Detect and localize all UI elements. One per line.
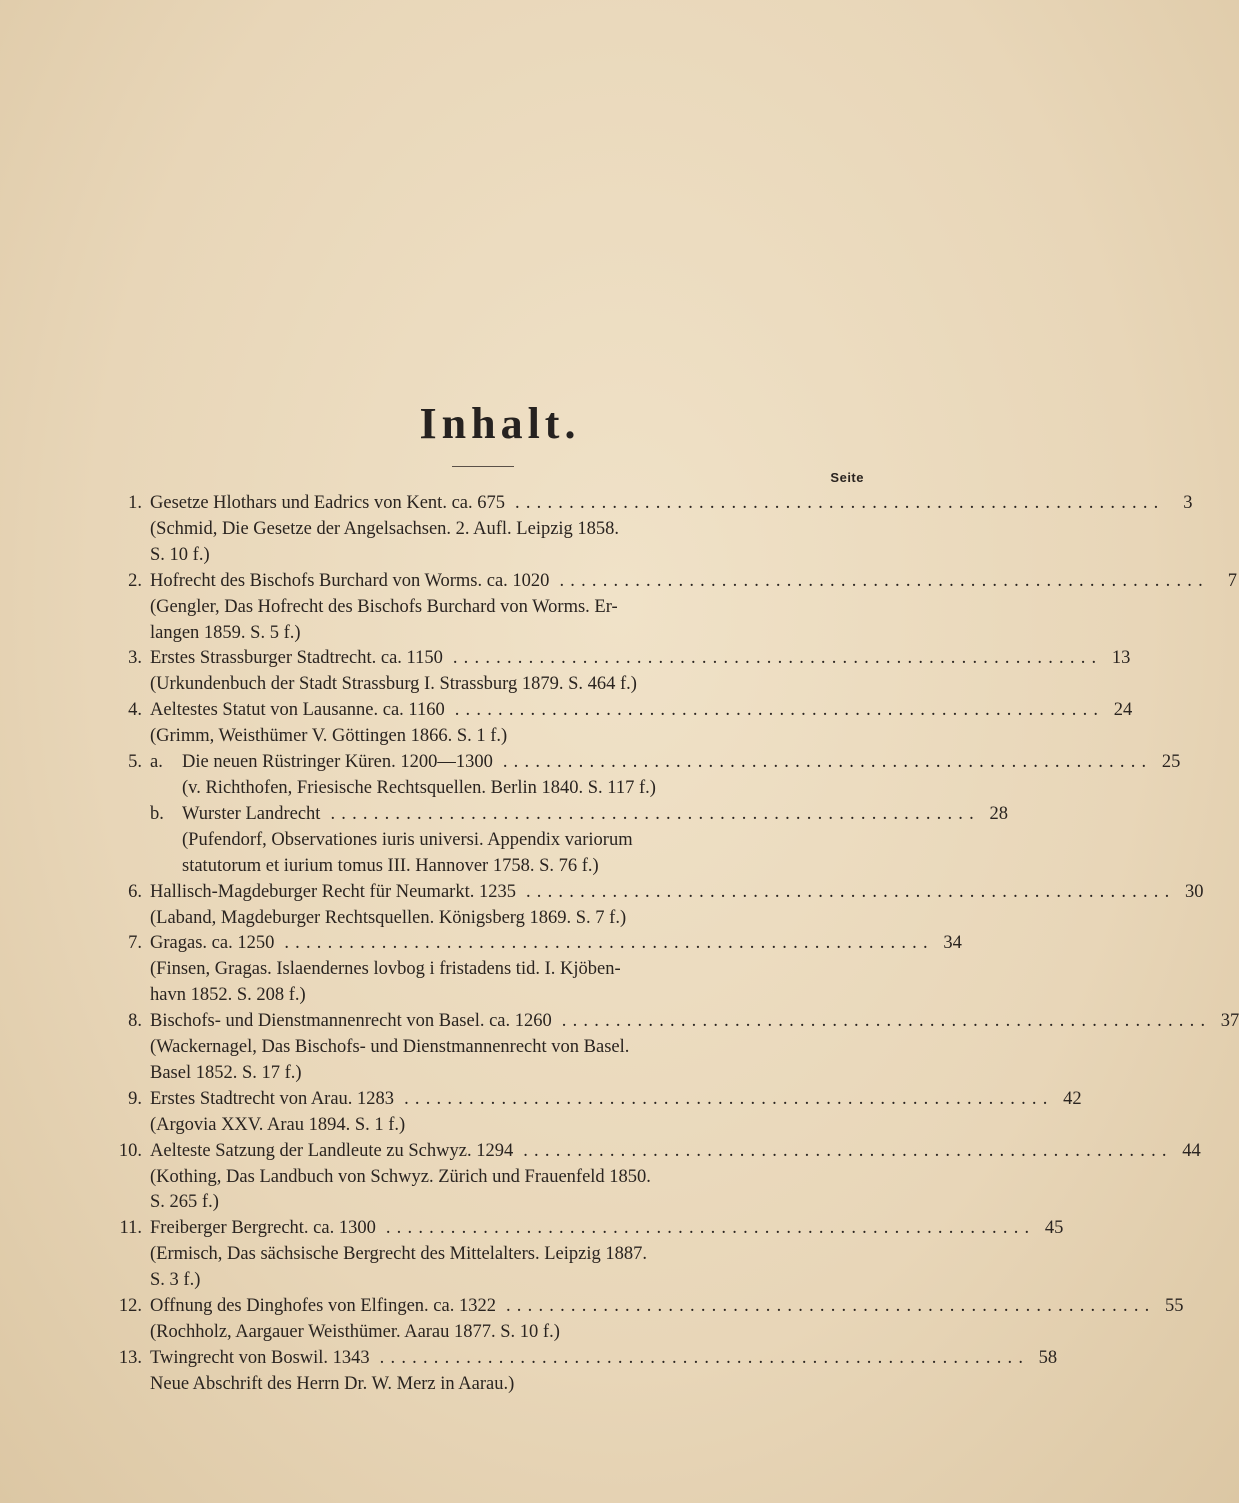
entry-page-number: 25: [1161, 752, 1181, 773]
entry-title: Freiberger Bergrecht. ca. 1300: [150, 1218, 376, 1239]
entry-source-reference: (Pufendorf, Observationes iuris universi. Appendix variorum: [182, 829, 633, 850]
entry-source-reference: Neue Abschrift des Herrn Dr. W. Merz in Aarau.): [150, 1373, 515, 1394]
entry-title: Hallisch-Magdeburger Recht für Neumarkt. 1235: [150, 881, 516, 902]
dot-leader: ............................................................: [502, 752, 1153, 773]
entry-source-reference: havn 1852. S. 208 f.): [150, 985, 306, 1006]
title-rule: [452, 466, 514, 467]
entry-source-reference: statutorum et iurium tomus III. Hannover 1758. S. 76 f.): [182, 855, 599, 876]
entry-sub-letter: b.: [150, 803, 164, 824]
bleed-through-text: [740, 110, 980, 370]
toc-entry-heading: [100, 698, 1133, 724]
dot-leader: ............................................................: [385, 1218, 1036, 1239]
toc-entry-heading: [100, 1087, 1082, 1113]
toc-entry-heading: [100, 802, 1008, 828]
entry-source-reference: (Schmid, Die Gesetze der Angelsachsen. 2. Aufl. Leipzig 1858.: [150, 518, 620, 539]
entry-source-reference: S. 265 f.): [150, 1192, 219, 1213]
toc-entry: [100, 1009, 1239, 1087]
entry-title: Erstes Strassburger Stadtrecht. ca. 1150: [150, 648, 443, 669]
entry-title: Gesetze Hlothars und Eadrics von Kent. ca. 675: [150, 493, 505, 513]
entry-number: 6.: [128, 881, 142, 902]
entry-source-reference: (Laband, Magdeburger Rechtsquellen. Königsberg 1869. S. 7 f.): [150, 907, 627, 928]
toc-entry-heading: [100, 750, 1181, 776]
entry-page-number: 58: [1038, 1347, 1058, 1368]
toc-entry-heading: [100, 1346, 1058, 1372]
toc-entry-heading: [100, 880, 1204, 906]
entry-source-reference: (Grimm, Weisthümer V. Göttingen 1866. S. 1 f.): [150, 726, 508, 747]
dot-leader: ............................................................: [330, 803, 980, 824]
dot-leader: ............................................................: [505, 1296, 1156, 1317]
entry-source-reference: Basel 1852. S. 17 f.): [150, 1062, 302, 1083]
entry-source-reference: langen 1859. S. 5 f.): [150, 622, 301, 643]
entry-number: 2.: [128, 570, 142, 591]
entry-page-number: 3: [1183, 493, 1193, 513]
entry-page-number: 30: [1184, 881, 1204, 902]
entry-source-reference: (Ermisch, Das sächsische Bergrecht des Mittelalters. Leipzig 1887.: [150, 1244, 647, 1265]
dot-leader: ............................................................: [515, 493, 1165, 513]
dot-leader: ............................................................: [379, 1347, 1030, 1368]
entry-page-number: 42: [1063, 1088, 1082, 1109]
entry-source-reference: S. 10 f.): [150, 544, 210, 565]
toc-entry-heading: [100, 1294, 1184, 1320]
entry-title: Aeltestes Statut von Lausanne. ca. 1160: [150, 700, 445, 721]
entry-number: 13.: [118, 1347, 142, 1368]
entry-page-number: 24: [1113, 700, 1133, 721]
toc-entry-heading: [100, 1139, 1201, 1165]
entry-source-reference: (Argovia XXV. Arau 1894. S. 1 f.): [150, 1114, 406, 1135]
entry-source-reference: (v. Richthofen, Friesische Rechtsquellen. Berlin 1840. S. 117 f.): [182, 777, 656, 798]
dot-leader: ............................................................: [523, 1140, 1173, 1161]
entry-number: 8.: [128, 1011, 142, 1032]
entry-source-reference: (Urkundenbuch der Stadt Strassburg I. Strassburg 1879. S. 464 f.): [150, 674, 637, 695]
toc-entry: [100, 880, 1204, 932]
entry-number: 9.: [128, 1088, 142, 1109]
entry-title: Wurster Landrecht: [182, 803, 321, 824]
dot-leader: ............................................................: [559, 570, 1209, 591]
entry-source-reference: S. 3 f.): [150, 1270, 201, 1291]
dot-leader: ............................................................: [561, 1011, 1212, 1032]
dot-leader: ............................................................: [525, 881, 1176, 902]
entry-page-number: 45: [1044, 1218, 1064, 1239]
entry-title: Bischofs- und Dienstmannenrecht von Basel. ca. 1260: [150, 1011, 552, 1032]
toc-entry-heading: [100, 569, 1237, 595]
dot-leader: ............................................................: [284, 933, 934, 954]
dot-leader: ............................................................: [404, 1088, 1054, 1109]
entry-sub-letter: a.: [150, 752, 163, 773]
entry-number: 7.: [128, 933, 142, 954]
entry-title: Offnung des Dinghofes von Elfingen. ca. 1322: [150, 1296, 496, 1317]
entry-number: 12.: [118, 1296, 142, 1317]
entry-page-number: 34: [943, 933, 962, 954]
toc-entry-heading: [100, 931, 962, 957]
toc-entry: [100, 491, 1193, 569]
entry-number: 1.: [128, 493, 142, 513]
toc-entry-heading: [100, 646, 1131, 672]
entry-number: 4.: [128, 700, 142, 721]
entry-title: Die neuen Rüstringer Küren. 1200—1300: [182, 752, 493, 773]
entry-title: Hofrecht des Bischofs Burchard von Worms. ca. 1020: [150, 570, 550, 591]
toc-entry: [100, 1346, 1058, 1398]
entry-title: Erstes Stadtrecht von Arau. 1283: [150, 1088, 395, 1109]
table-of-contents: [100, 491, 1239, 1398]
entry-number: 3.: [128, 648, 142, 669]
toc-entry: [100, 1294, 1184, 1346]
toc-entry: [100, 698, 1133, 750]
toc-entry: [100, 802, 1008, 880]
entry-title: Gragas. ca. 1250: [150, 933, 275, 954]
entry-page-number: 28: [989, 803, 1008, 824]
entry-number: 10.: [118, 1140, 142, 1161]
toc-entry-heading: [100, 1009, 1239, 1035]
toc-entry: [100, 750, 1181, 802]
toc-entry: [100, 931, 962, 1009]
entry-page-number: 7: [1227, 570, 1237, 591]
entry-number: 5.: [128, 752, 142, 773]
entry-source-reference: (Wackernagel, Das Bischofs- und Dienstmannenrecht von Basel.: [150, 1037, 630, 1058]
toc-entry: [100, 1216, 1064, 1294]
toc-entry: [100, 646, 1131, 698]
dot-leader: ............................................................: [454, 700, 1105, 721]
toc-entry-heading: [100, 1216, 1064, 1242]
toc-entry: [100, 569, 1237, 647]
page-column-label: Seite: [830, 470, 864, 485]
entry-page-number: 13: [1111, 648, 1131, 669]
dot-leader: ............................................................: [452, 648, 1103, 669]
entry-source-reference: (Gengler, Das Hofrecht des Bischofs Burchard von Worms. Er-: [150, 596, 618, 617]
toc-entry: [100, 1139, 1201, 1217]
page-title: Inhalt.: [419, 399, 581, 448]
toc-entry-heading: [100, 491, 1193, 517]
entry-page-number: 55: [1164, 1296, 1184, 1317]
entry-number: 11.: [119, 1218, 142, 1239]
entry-source-reference: (Finsen, Gragas. Islaendernes lovbog i fristadens tid. I. Kjöben-: [150, 959, 621, 980]
toc-entry: [100, 1087, 1082, 1139]
entry-title: Aelteste Satzung der Landleute zu Schwyz. 1294: [150, 1140, 514, 1161]
entry-source-reference: (Rochholz, Aargauer Weisthümer. Aarau 1877. S. 10 f.): [150, 1322, 560, 1342]
entry-page-number: 44: [1182, 1140, 1201, 1161]
entry-page-number: 37: [1220, 1011, 1239, 1032]
entry-source-reference: (Kothing, Das Landbuch von Schwyz. Zürich und Frauenfeld 1850.: [150, 1166, 651, 1187]
entry-title: Twingrecht von Boswil. 1343: [150, 1347, 370, 1368]
